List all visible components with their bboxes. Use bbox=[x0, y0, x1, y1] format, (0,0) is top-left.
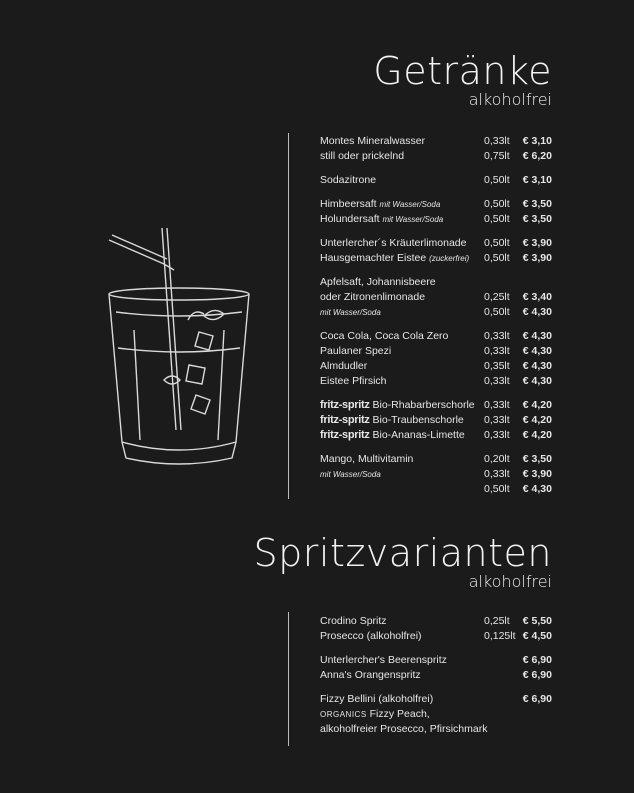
item-note: (zuckerfrei) bbox=[429, 254, 470, 263]
item-price: € 4,20 bbox=[522, 399, 552, 411]
item-price: € 4,30 bbox=[522, 375, 552, 387]
item-name bbox=[320, 134, 425, 149]
item-name bbox=[320, 692, 433, 707]
item-size: 0,33lt bbox=[484, 330, 510, 342]
menu-item bbox=[320, 482, 552, 497]
item-label: Prosecco (alkoholfrei) bbox=[320, 630, 422, 642]
section-title-getraenke bbox=[373, 49, 552, 109]
item-label: Mango, Multivitamin bbox=[320, 453, 414, 465]
menu-item bbox=[320, 197, 552, 212]
item-label: Coca Cola, Coca Cola Zero bbox=[320, 330, 449, 342]
item-price: € 3,40 bbox=[522, 291, 552, 303]
item-label: Fizzy Peach, bbox=[369, 708, 430, 720]
straw-line bbox=[109, 240, 164, 264]
item-name bbox=[320, 173, 376, 188]
item-label: Himbeersaft bbox=[320, 198, 377, 210]
item-size: 0,50lt bbox=[484, 174, 510, 186]
section-subtitle: alkoholfrei bbox=[468, 572, 552, 591]
menu-group bbox=[320, 398, 552, 443]
menu-item bbox=[320, 305, 552, 320]
item-price: € 3,50 bbox=[522, 198, 552, 210]
item-name bbox=[320, 452, 413, 467]
item-name bbox=[320, 212, 443, 227]
divider-line bbox=[288, 612, 289, 746]
item-label: Bio-Traubenschorle bbox=[372, 414, 464, 426]
item-label: Fizzy Bellini (alkoholfrei) bbox=[320, 693, 434, 705]
item-name bbox=[320, 329, 448, 344]
item-name bbox=[320, 653, 447, 668]
item-label: alkoholfreier Prosecco, Pfirsichmark bbox=[320, 723, 488, 735]
item-size: 0,25lt bbox=[484, 291, 510, 303]
item-price: € 3,50 bbox=[522, 453, 552, 465]
divider-line bbox=[288, 133, 289, 499]
item-size: 0,50lt bbox=[484, 306, 510, 318]
item-name bbox=[320, 359, 367, 374]
glass-with-straw-illustration bbox=[104, 220, 254, 465]
section-title-spritz bbox=[253, 531, 552, 591]
item-name bbox=[320, 413, 464, 428]
item-price: € 6,90 bbox=[522, 693, 552, 705]
item-label: Bio-Ananas-Limette bbox=[372, 429, 465, 441]
menu-item bbox=[320, 722, 552, 737]
item-size: 0,33lt bbox=[484, 468, 510, 480]
item-name bbox=[320, 236, 466, 251]
item-name bbox=[320, 305, 381, 320]
item-price: € 4,30 bbox=[522, 483, 552, 495]
menu-group bbox=[320, 329, 552, 389]
item-label: Apfelsaft, Johannisbeere bbox=[320, 276, 436, 288]
item-name bbox=[320, 275, 436, 290]
menu-group bbox=[320, 692, 552, 737]
item-name bbox=[320, 344, 391, 359]
item-note: mit Wasser/Soda bbox=[379, 200, 441, 209]
item-label: Paulaner Spezi bbox=[320, 345, 392, 357]
item-name bbox=[320, 251, 469, 266]
item-price: € 3,10 bbox=[522, 135, 552, 147]
menu-item bbox=[320, 374, 552, 389]
item-label: Holundersaft bbox=[320, 213, 380, 225]
menu-group bbox=[320, 197, 552, 227]
menu-item bbox=[320, 275, 552, 290]
item-size: 0,33lt bbox=[484, 429, 510, 441]
item-size: 0,33lt bbox=[484, 414, 510, 426]
menu-item bbox=[320, 236, 552, 251]
brand-logo: ORGANICS bbox=[320, 710, 367, 719]
brand-logo: fritz-spritz bbox=[320, 399, 370, 411]
item-label: Almdudler bbox=[320, 360, 368, 372]
menu-item bbox=[320, 251, 552, 266]
item-name bbox=[320, 629, 422, 644]
item-name bbox=[320, 722, 487, 737]
item-label: Montes Mineralwasser bbox=[320, 135, 426, 147]
item-size: 0,50lt bbox=[484, 198, 510, 210]
item-price: € 3,50 bbox=[522, 213, 552, 225]
brand-logo: fritz-spritz bbox=[320, 429, 370, 441]
item-price: € 6,90 bbox=[522, 669, 552, 681]
item-price: € 4,20 bbox=[522, 414, 552, 426]
menu-group bbox=[320, 173, 552, 188]
menu-group bbox=[320, 653, 552, 683]
item-label: Bio-Rhabarberschorle bbox=[372, 399, 475, 411]
menu-item bbox=[320, 359, 552, 374]
item-size: 0,50lt bbox=[484, 252, 510, 264]
menu-group bbox=[320, 275, 552, 320]
item-price: € 5,50 bbox=[522, 615, 552, 627]
section-title: Spritzvarianten bbox=[253, 531, 552, 575]
item-size: 0,125lt bbox=[484, 630, 516, 642]
item-name bbox=[320, 398, 475, 413]
item-name bbox=[320, 374, 387, 389]
menu-item bbox=[320, 428, 552, 443]
item-label: Anna's Orangenspritz bbox=[320, 669, 421, 681]
item-name bbox=[320, 707, 430, 722]
menu-item bbox=[320, 707, 552, 722]
menu-item bbox=[320, 344, 552, 359]
brand-logo: fritz-spritz bbox=[320, 414, 370, 426]
item-label: Crodino Spritz bbox=[320, 615, 387, 627]
item-note: mit Wasser/Soda bbox=[382, 215, 444, 224]
item-size: 0,50lt bbox=[484, 483, 510, 495]
item-name bbox=[320, 467, 381, 482]
menu-item bbox=[320, 653, 552, 668]
menu-item bbox=[320, 173, 552, 188]
item-price: € 3,10 bbox=[522, 174, 552, 186]
menu-list-getraenke bbox=[320, 134, 552, 506]
section-subtitle: alkoholfrei bbox=[468, 90, 552, 109]
item-price: € 4,30 bbox=[522, 345, 552, 357]
menu-item bbox=[320, 467, 552, 482]
item-size: 0,50lt bbox=[484, 237, 510, 249]
menu-group bbox=[320, 614, 552, 644]
item-price: € 6,90 bbox=[522, 654, 552, 666]
menu-item bbox=[320, 692, 552, 707]
item-name bbox=[320, 290, 425, 305]
item-size: 0,33lt bbox=[484, 135, 510, 147]
item-size: 0,25lt bbox=[484, 615, 510, 627]
item-price: € 4,30 bbox=[522, 306, 552, 318]
menu-item bbox=[320, 134, 552, 149]
menu-item bbox=[320, 212, 552, 227]
menu-item bbox=[320, 329, 552, 344]
item-label: oder Zitronenlimonade bbox=[320, 291, 426, 303]
item-note: mit Wasser/Soda bbox=[320, 470, 381, 479]
item-label: Hausgemachter Eistee bbox=[320, 252, 427, 264]
menu-item bbox=[320, 614, 552, 629]
menu-item bbox=[320, 398, 552, 413]
item-size: 0,75lt bbox=[484, 150, 510, 162]
item-size: 0,33lt bbox=[484, 345, 510, 357]
menu-item bbox=[320, 413, 552, 428]
item-name bbox=[320, 197, 440, 212]
menu-item bbox=[320, 668, 552, 683]
item-label: Unterlercher's Beerenspritz bbox=[320, 654, 447, 666]
item-label: Unterlercher´s Kräuterlimonade bbox=[320, 237, 467, 249]
item-label: Eistee Pfirsich bbox=[320, 375, 387, 387]
item-price: € 6,20 bbox=[522, 150, 552, 162]
item-price: € 4,50 bbox=[522, 630, 552, 642]
item-price: € 4,30 bbox=[522, 360, 552, 372]
item-price: € 3,90 bbox=[522, 237, 552, 249]
item-label: Sodazitrone bbox=[320, 174, 377, 186]
menu-list-spritz bbox=[320, 614, 552, 746]
item-size: 0,50lt bbox=[484, 213, 510, 225]
item-note: mit Wasser/Soda bbox=[320, 308, 381, 317]
item-price: € 4,20 bbox=[522, 429, 552, 441]
item-size: 0,33lt bbox=[484, 375, 510, 387]
menu-item bbox=[320, 290, 552, 305]
item-price: € 4,30 bbox=[522, 330, 552, 342]
menu-group bbox=[320, 236, 552, 266]
item-label: still oder prickelnd bbox=[320, 150, 405, 162]
item-size: 0,33lt bbox=[484, 399, 510, 411]
item-size: 0,35lt bbox=[484, 360, 510, 372]
item-price: € 3,90 bbox=[522, 252, 552, 264]
item-size: 0,20lt bbox=[484, 453, 510, 465]
menu-group bbox=[320, 452, 552, 497]
item-name bbox=[320, 149, 404, 164]
item-name bbox=[320, 668, 421, 683]
item-name bbox=[320, 614, 387, 629]
item-price: € 3,90 bbox=[522, 468, 552, 480]
menu-item bbox=[320, 452, 552, 467]
menu-group bbox=[320, 134, 552, 164]
item-name bbox=[320, 428, 465, 443]
menu-item bbox=[320, 149, 552, 164]
menu-item bbox=[320, 629, 552, 644]
section-title: Getränke bbox=[373, 49, 552, 93]
